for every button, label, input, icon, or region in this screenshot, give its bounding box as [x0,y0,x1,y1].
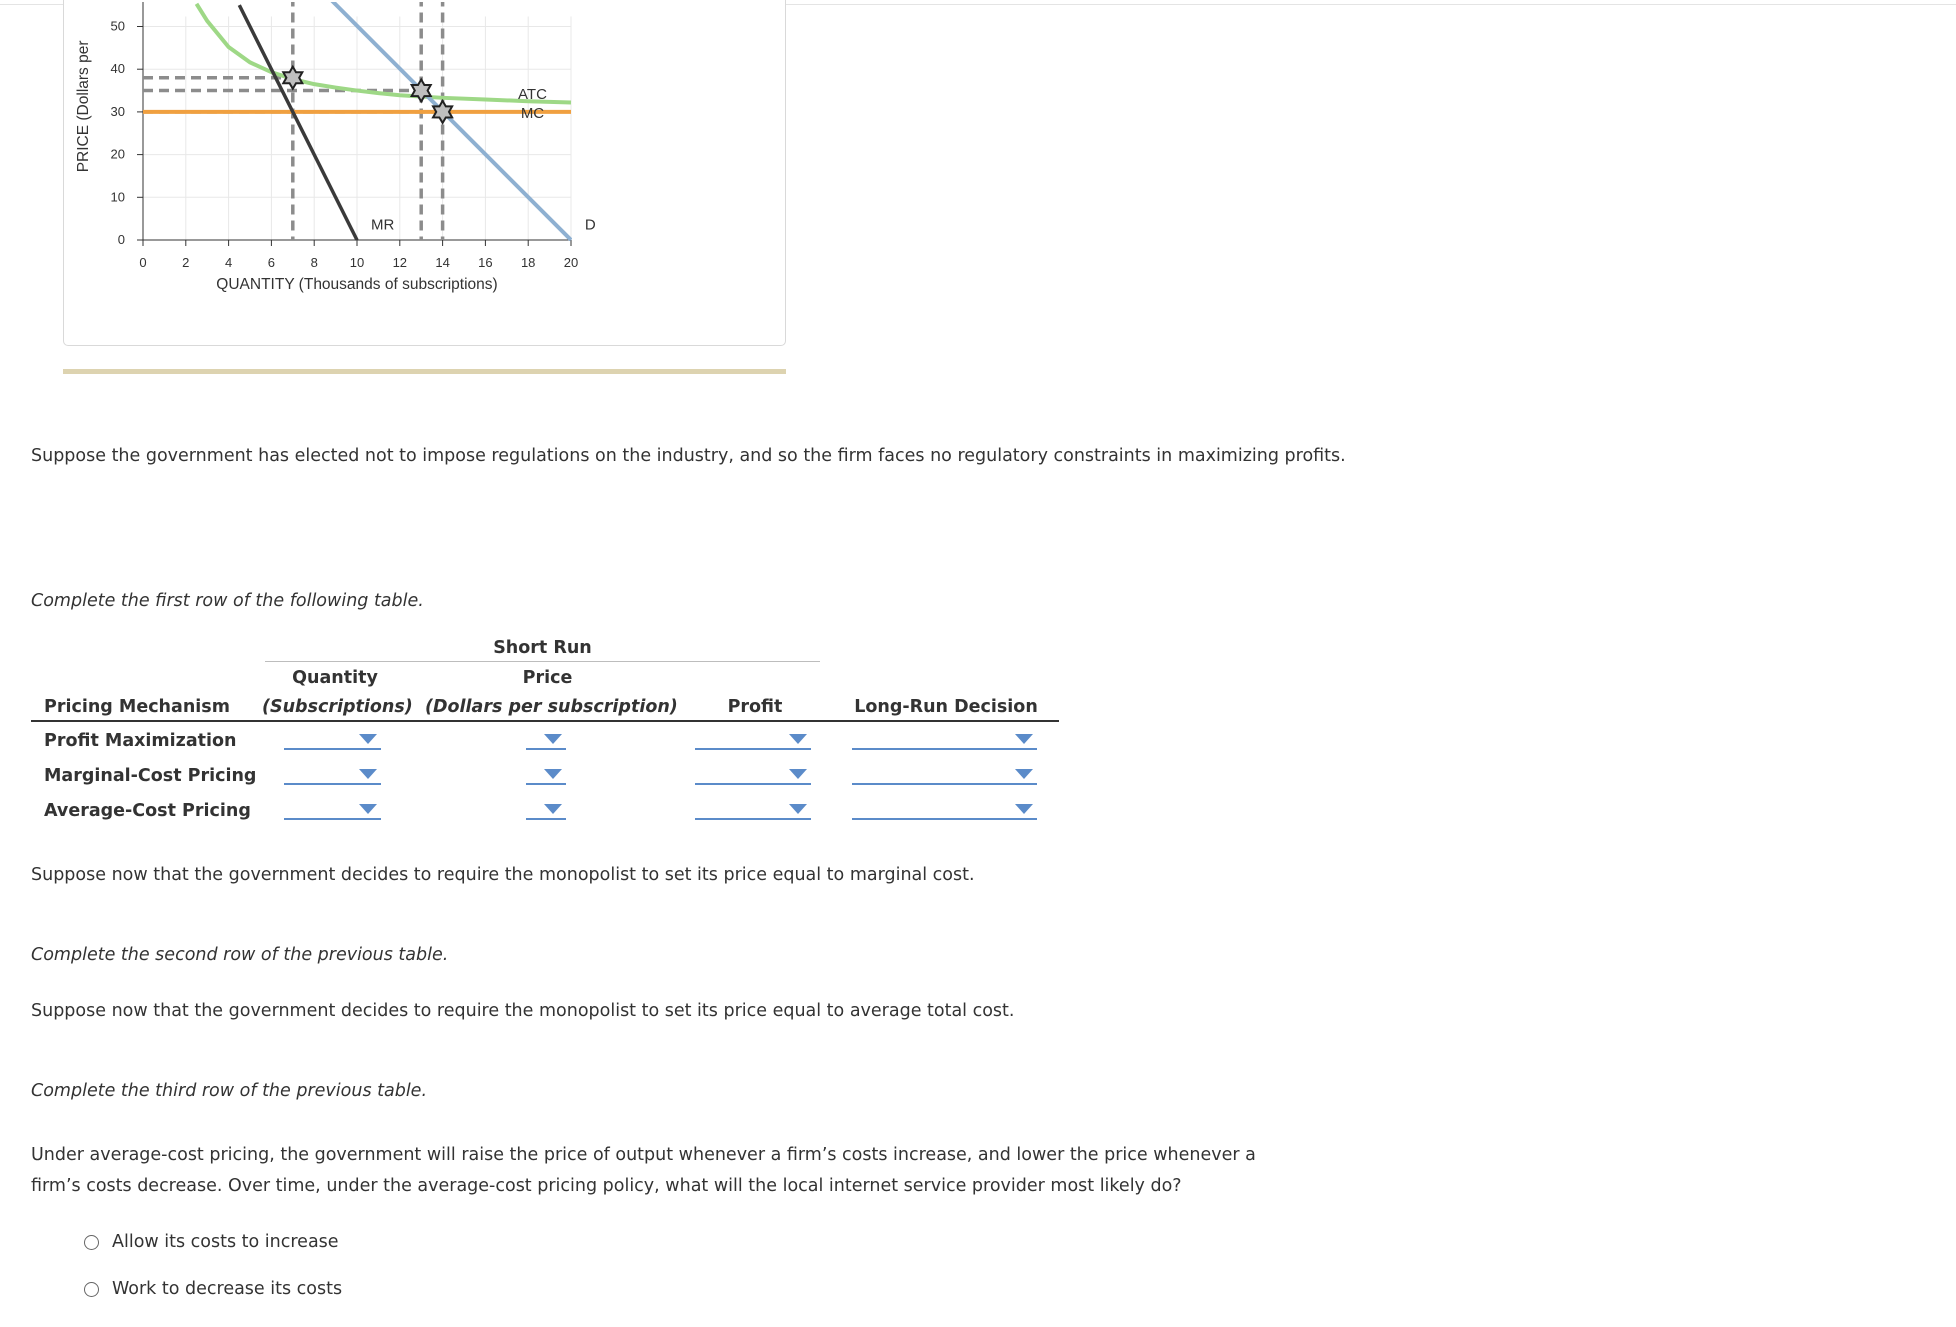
chevron-down-icon [789,734,807,744]
mechanism-header: Pricing Mechanism [44,697,230,717]
quantity-dropdown-row1[interactable] [284,732,381,750]
long-run-dropdown-row1[interactable] [852,732,1037,750]
long-run-dropdown-row3[interactable] [852,802,1037,820]
intro-text: Suppose the government has elected not to impose regulations on the industry, and so the firm faces no regulatory constraints in maximizing profits. [31,446,1346,466]
quantity-dropdown-row3[interactable] [284,802,381,820]
x-axis-title: QUANTITY (Thousands of subscriptions) [216,276,498,293]
option-allow-costs-increase[interactable] [84,1232,339,1252]
profit-dropdown-row2[interactable] [695,767,811,785]
header-rule [31,720,1059,722]
radio-button[interactable] [84,1235,99,1250]
x-tick-label: 12 [392,255,408,270]
price-dropdown-row3[interactable] [526,802,566,820]
short-run-header: Short Run [493,638,592,658]
x-tick-label: 14 [435,255,450,270]
chevron-down-icon [359,769,377,779]
chevron-down-icon [789,804,807,814]
chevron-down-icon [544,804,562,814]
chart-panel [63,0,786,346]
curve-label-atc: ATC [518,86,547,104]
cost-curve-chart [64,0,785,345]
chevron-down-icon [1015,804,1033,814]
y-tick-label: 0 [117,232,125,247]
chevron-down-icon [544,734,562,744]
y-tick-label: 30 [110,103,125,119]
instruction-third-row: Complete the third row of the previous table. [31,1081,428,1101]
x-tick-label: 8 [310,255,318,270]
x-tick-label: 2 [182,255,190,270]
curve-label-d: D [584,216,596,234]
price-dropdown-row2[interactable] [526,767,566,785]
x-tick-label: 10 [349,255,365,270]
curve-label-mr: MR [371,216,395,234]
instruction-first-row: Complete the first row of the following table. [31,591,424,611]
row-label-profit-maximization: Profit Maximization [44,731,237,751]
row-label-average-cost-pricing: Average-Cost Pricing [44,801,251,821]
instruction-second-row: Complete the second row of the previous table. [31,945,449,965]
y-tick-label: 50 [110,18,125,34]
atc-setup-text: Suppose now that the government decides to require the monopolist to set its price equal to average total cost. [31,1001,1015,1021]
x-tick-label: 6 [267,255,276,270]
profit-header: Profit [727,697,783,717]
quantity-header: Quantity [292,668,378,688]
x-tick-label: 0 [139,255,147,270]
radio-button[interactable] [84,1282,99,1297]
x-tick-label: 16 [478,255,493,270]
mc-setup-text: Suppose now that the government decides to require the monopolist to set its price equal to marginal cost. [31,865,975,885]
y-tick-label: 40 [110,61,125,77]
profit-dropdown-row3[interactable] [695,802,811,820]
series-line-mr [239,5,357,240]
option-label: Allow its costs to increase [112,1232,339,1252]
price-dropdown-row1[interactable] [526,732,566,750]
panel-footer-bar [63,369,786,374]
x-tick-label: 4 [224,255,233,270]
profit-dropdown-row1[interactable] [695,732,811,750]
long-run-dropdown-row2[interactable] [852,767,1037,785]
price-units-header: (Dollars per subscription) [425,697,678,717]
question-text: Under average-cost pricing, the government will raise the price of output whenever a firm’s costs increase, and lower the price whenever a firm’s costs decrease. Over time, under the average-cost pricing policy, what will the local internet service provider most likely do? [31,1145,1256,1196]
long-run-header: Long-Run Decision [854,697,1038,717]
quantity-dropdown-row2[interactable] [284,767,381,785]
row-label-marginal-cost-pricing: Marginal-Cost Pricing [44,766,257,786]
chevron-down-icon [1015,734,1033,744]
price-header: Price [522,668,573,688]
y-axis-title: PRICE (Dollars per [75,40,92,173]
option-decrease-costs[interactable] [84,1279,342,1299]
y-tick-label: 10 [110,189,125,205]
quantity-units-header: (Subscriptions) [262,697,413,717]
option-label: Work to decrease its costs [112,1279,343,1299]
chevron-down-icon [789,769,807,779]
star-point [283,67,302,89]
chevron-down-icon [359,804,377,814]
x-tick-label: 18 [520,255,536,270]
y-tick-label: 20 [110,146,125,162]
curve-label-mc: MC [520,104,545,122]
chevron-down-icon [1015,769,1033,779]
chevron-down-icon [359,734,377,744]
chevron-down-icon [544,769,562,779]
x-tick-label: 20 [563,255,579,270]
short-run-underline [265,661,820,662]
